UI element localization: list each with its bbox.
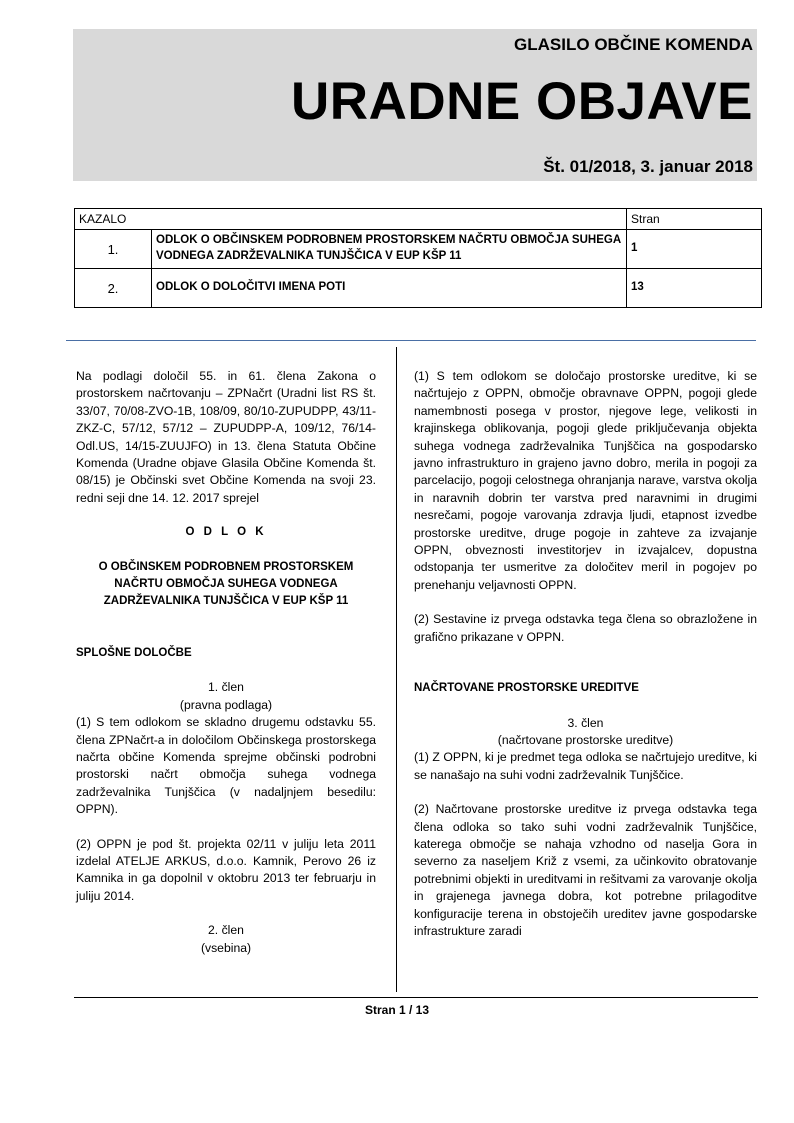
left-column — [76, 368, 376, 957]
toc-header-row — [75, 209, 762, 230]
toc-label: KAZALO — [75, 209, 627, 230]
article-paragraph: (2) Sestavine iz prvega odstavka tega člena so obrazložene in grafično prikazane v OPPN. — [414, 612, 757, 644]
toc-row-page: 13 — [627, 269, 762, 308]
masthead — [73, 29, 757, 181]
right-column — [414, 368, 757, 940]
article-paragraph: (1) S tem odlokom se določajo prostorske ureditve, ki se načrtujejo z OPPN, območje obravnave OPPN, pogoji glede namembnosti posega v prostor, njegove lege, velikosti in krajinskega oblikovanja, pogoji glede priključevanja objekta suhega vodnega zadrževalnika Tunjščica na gospodarsko javno infrastrukturo in grajeno javno dobro, merila in pogoji za parcelacijo, pogoji celostnega ohranjanja narave, varstva okolja in naravnih dobrin ter varstva pred naravnimi in drugimi nesrečami, pogoje varovanja zdravja ljudi, etapnost izvedbe prostorske ureditve, druge pogoje in zahteve za izvajanje OPPN, obveznosti investitorjev in izvajalcev, dopustna odstopanja ter usmeritve za določitev meril in pogojev po prenehanju veljavnosti OPPN. — [414, 369, 757, 592]
article-paragraph: (1) S tem odlokom se skladno drugemu odstavku 55. člena ZPNačrt-a in določilom Občinskega prostorskega načrta občine Komenda sprejme občinski podrobni prostorski načrt območja suhega vodnega zadrževalnika Tunjščica (v nadaljnjem besedilu: OPPN). — [76, 715, 376, 817]
section-heading: SPLOŠNE DOLOČBE — [76, 646, 192, 659]
issue-info: Št. 01/2018, 3. januar 2018 — [543, 157, 753, 176]
toc-row-page: 1 — [627, 230, 762, 269]
toc-row-title[interactable]: ODLOK O OBČINSKEM PODROBNEM PROSTORSKEM NAČRTU OBMOČJA SUHEGA VODNEGA ZADRŽEVALNIKA TUNJŠČICA V EUP KŠP 11 — [152, 230, 627, 269]
toc-page-label: Stran — [627, 209, 762, 230]
odlok-heading: O D L O K — [185, 526, 267, 539]
column-divider — [396, 347, 397, 992]
toc-row-number: 1. — [75, 230, 152, 269]
toc-row-number: 2. — [75, 269, 152, 308]
article-subtitle: (načrtovane prostorske ureditve) — [497, 732, 674, 747]
article-subtitle: (pravna podlaga) — [179, 697, 273, 712]
article-paragraph: (2) OPPN je pod št. projekta 02/11 v juliju leta 2011 izdelal ATELJE ARKUS, d.o.o. Kamnik, Perovo 26 iz Kamnika in ga dopolnil v oktobru 2013 ter februarju in juliju 2014. — [76, 836, 376, 903]
bottom-divider — [74, 997, 758, 998]
top-divider — [66, 340, 756, 341]
article-paragraph: (2) Načrtovane prostorske ureditve iz prvega odstavka tega člena odloka so tako suhi vodni zadrževalnik Tunjščice, katerega območje se nahaja vzhodno od naselja Gora in severno za naseljem Križ z vsemi, za učinkovito obratovanje potrebnimi objekti in ureditvami in rešitvami za varovanje okolja in grajenega javnega dobra, kot potrebne prilagoditve konfiguracije terena in obstoječih ureditev javne gospodarske infrastrukture zaradi — [414, 802, 757, 938]
publication-title: URADNE OBJAVE — [291, 72, 753, 131]
table-of-contents — [74, 208, 762, 308]
toc-row-title[interactable]: ODLOK O DOLOČITVI IMENA POTI — [152, 269, 627, 308]
page-number: Stran 1 / 13 — [364, 1003, 430, 1017]
article-subtitle: (vsebina) — [200, 940, 252, 955]
odlok-title: O OBČINSKEM PODROBNEM PROSTORSKEM NAČRTU OBMOČJA SUHEGA VODNEGA ZADRŽEVALNIKA TUNJŠČICA V EUP KŠP 11 — [98, 560, 354, 608]
section-heading: NAČRTOVANE PROSTORSKE UREDITVE — [414, 682, 639, 695]
publisher-name: GLASILO OBČINE KOMENDA — [514, 35, 753, 54]
toc-row[interactable] — [75, 269, 762, 308]
toc-row[interactable] — [75, 230, 762, 269]
intro-paragraph: Na podlagi določil 55. in 61. člena Zakona o prostorskem načrtovanju – ZPNačrt (Uradni list RS št. 33/07, 70/08-ZVO-1B, 108/09, 80/10-ZUPUDPP, 43/11-ZKZ-C, 57/12, 57/12 – ZUPUDPP-A, 109/12, 76/14-Odl.US, 14/15-ZUUJFO) in 13. člena Statuta Občine Komenda (Uradne objave Glasila Občine Komenda št. 08/15) je Občinski svet Občine Komenda na svoji 23. redni seji dne 14. 12. 2017 sprejel — [76, 369, 376, 505]
article-number: 1. člen — [208, 680, 244, 695]
article-number: 2. člen — [208, 923, 244, 938]
article-paragraph: (1) Z OPPN, ki je predmet tega odloka se načrtujejo ureditve, ki se nanašajo na suhi vodni zadrževalnik Tunjščice. — [414, 750, 757, 782]
article-number: 3. člen — [567, 715, 604, 730]
